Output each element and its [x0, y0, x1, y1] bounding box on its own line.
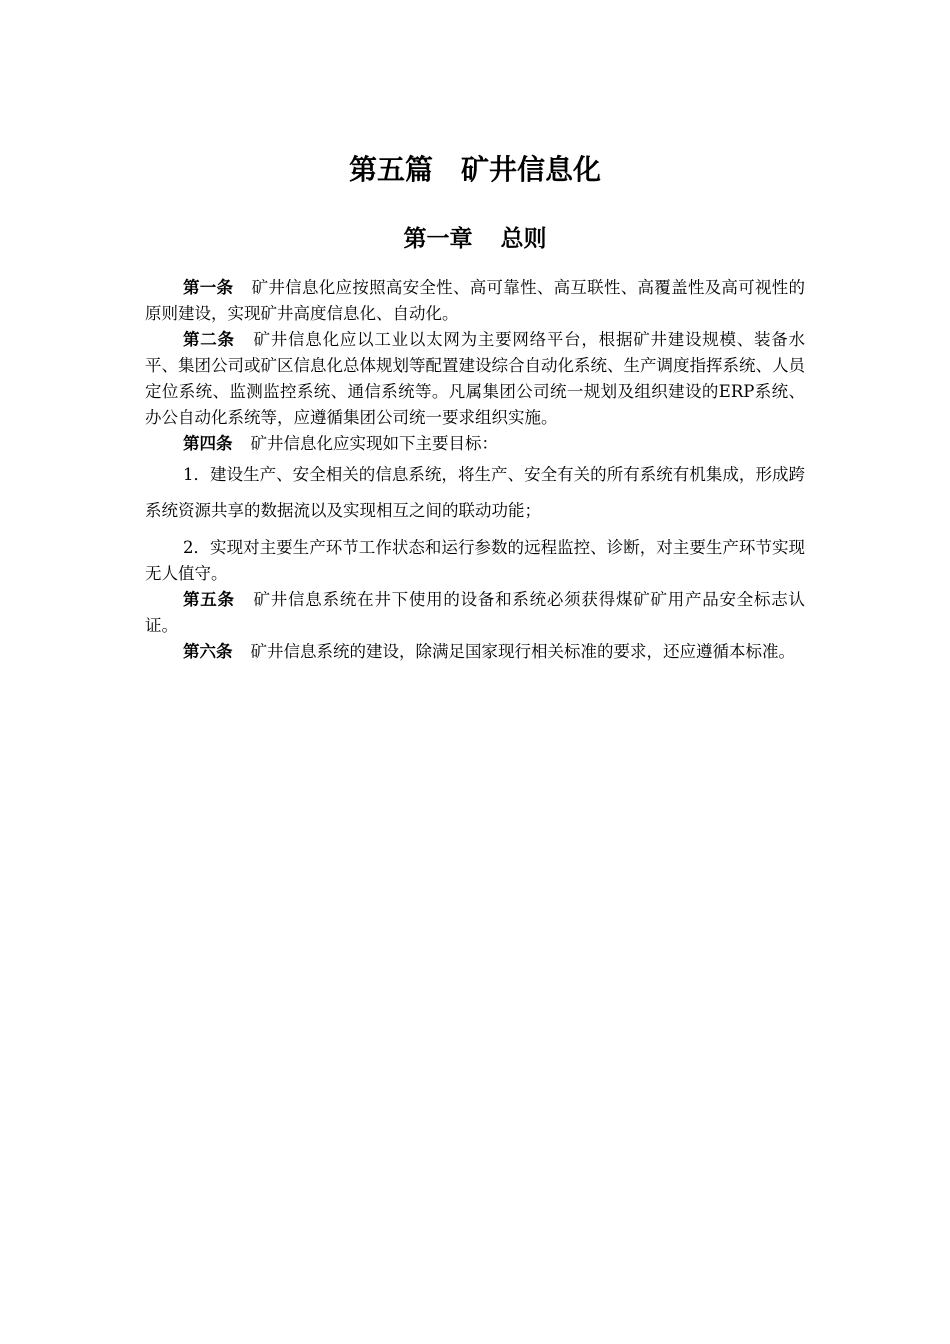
goal-item-1: 1．建设生产、安全相关的信息系统，将生产、安全有关的所有系统有机集成，形成跨系统资源共享的数据流以及实现相互之间的联动功能；: [145, 465, 805, 520]
goal-item-2: 2．实现对主要生产环节工作状态和运行参数的远程监控、诊断，对主要生产环节实现无人值守。: [145, 538, 805, 583]
article-4: [145, 431, 805, 457]
part-title-label: 第五篇: [348, 153, 433, 186]
article-text: 矿井信息系统在井下使用的设备和系统必须获得煤矿矿用产品安全标志认证。: [145, 590, 806, 635]
article-2: [145, 327, 805, 431]
article-1: [145, 275, 805, 327]
article-text: 矿井信息化应实现如下主要目标：: [250, 434, 498, 453]
document-body: [145, 275, 805, 665]
chapter-title-name: 总则: [500, 226, 547, 252]
chapter-title: [0, 221, 950, 257]
article-text: 矿井信息化应按照高安全性、高可靠性、高互联性、高覆盖性及高可视性的原则建设，实现矿井高度信息化、自动化。: [145, 278, 806, 323]
article-label: 第二条: [183, 330, 235, 349]
article-text: 矿井信息系统的建设，除满足国家现行相关标准的要求，还应遵循本标准。: [250, 642, 795, 661]
article-label: 第一条: [183, 278, 234, 297]
article-text: 矿井信息化应以工业以太网为主要网络平台，根据矿井建设规模、装备水平、集团公司或矿区信息化总体规划等配置建设综合自动化系统、生产调度指挥系统、人员定位系统、监测监控系统、通信系统等。凡属集团公司统一规划及组织建设的ERP系统、办公自动化系统等，应遵循集团公司统一要求组织实施。: [145, 330, 806, 427]
article-label: 第六条: [183, 642, 233, 661]
part-title: [0, 150, 950, 190]
article-label: 第五条: [183, 590, 235, 609]
article-5: [145, 587, 805, 639]
part-title-name: 矿井信息化: [461, 153, 602, 186]
chapter-title-label: 第一章: [403, 226, 473, 252]
article-6: [145, 639, 805, 665]
article-label: 第四条: [183, 434, 233, 453]
